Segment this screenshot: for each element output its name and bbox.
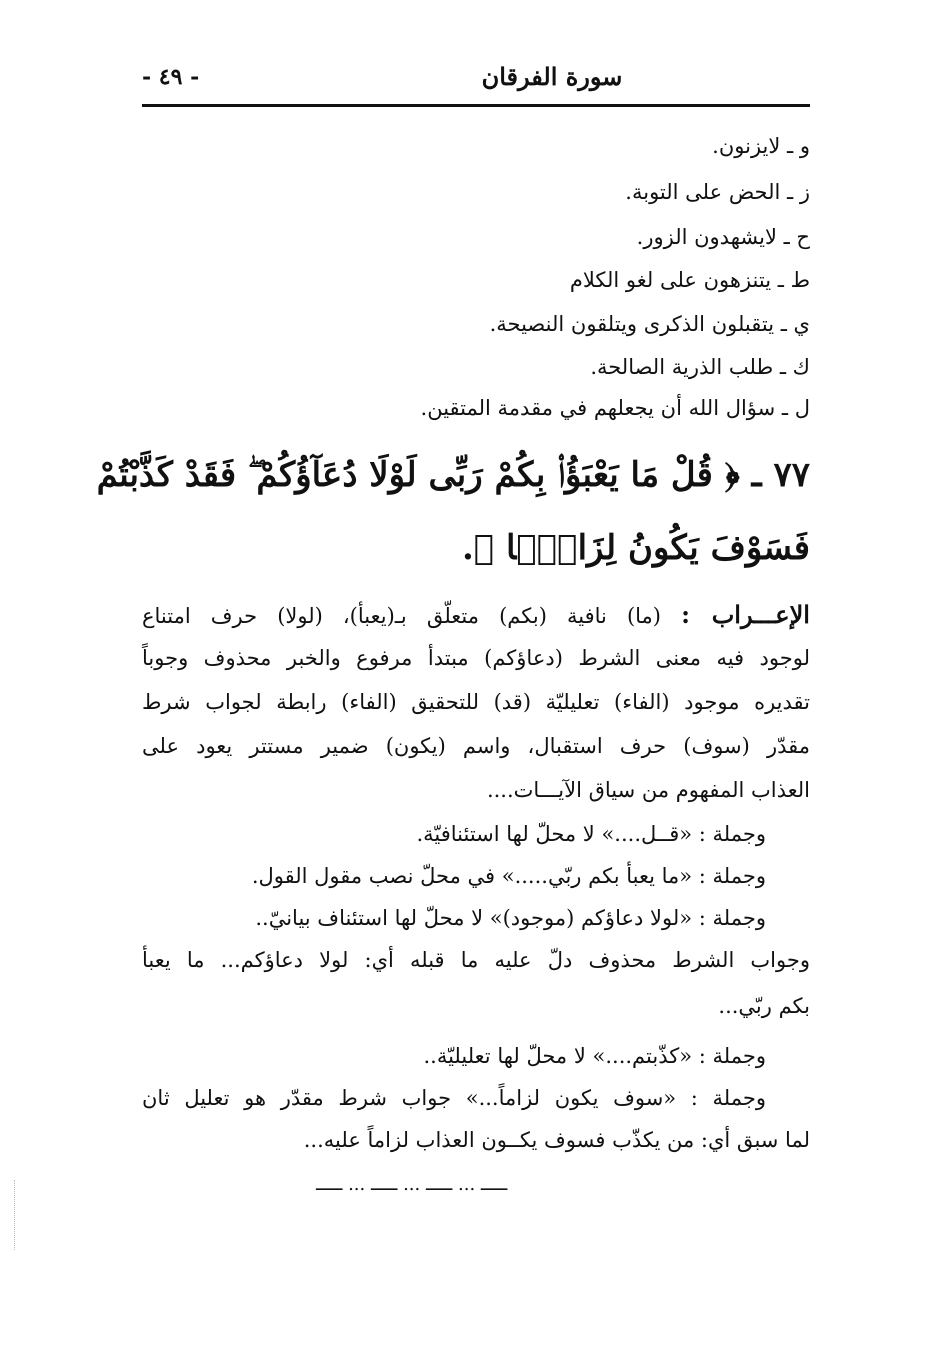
quran-verse-line-1: ٧٧ ـ ﴿ قُلْ مَا يَعْبَؤُا۟ بِكُمْ رَبِّى لَوْلَا دُعَآؤُكُمْ ۖ فَقَدْ كَذَّبْتُمْ — [96, 455, 810, 495]
jumla-line: وجملة : «سوف يكون لزاماً...» جواب شرط مقدّر هو تعليل ثان — [142, 1086, 766, 1110]
irab-text: (ما) نافية (بكم) متعلّق بـ(يعبأ)، (لولا) حرف امتناع — [142, 604, 661, 628]
list-item: ط ـ يتنزهون على لغو الكلام — [569, 268, 810, 292]
quran-verse-line-2: فَسَوْفَ يَكُونُ لِزَامًۢا ﴾. — [461, 528, 810, 568]
irab-label: الإعـــراب : — [681, 600, 810, 629]
list-item: ي ـ يتقبلون الذكرى ويتلقون النصيحة. — [489, 312, 810, 336]
list-item: ح ـ لايشهدون الزور. — [636, 225, 810, 249]
jumla-line: وجملة : «كذّبتم....» لا محلّ لها تعليليّة.. — [423, 1044, 766, 1068]
irab-line-2: لوجود فيه معنى الشرط (دعاؤكم) مبتدأ مرفوع والخبر محذوف وجوباً — [142, 646, 810, 670]
list-item: ز ـ الحض على التوبة. — [625, 180, 810, 204]
jawab-line-2: بكم ربّي... — [718, 994, 810, 1018]
header-divider — [142, 104, 810, 107]
irab-line-1 — [142, 600, 810, 629]
jumla-line: وجملة : «قــل....» لا محلّ لها استئنافيّة. — [416, 822, 766, 846]
jumla-line: وجملة : «لولا دعاؤكم (موجود)» لا محلّ لها استئناف بيانيّ.. — [255, 906, 766, 930]
page-header — [142, 58, 810, 102]
page-number: - ٤٩ - — [142, 64, 200, 90]
section-separator: ـــــ ... ـــــ ... ـــــ ... ـــــ — [316, 1174, 508, 1195]
list-item: ك ـ طلب الذرية الصالحة. — [590, 355, 810, 379]
final-line: لما سبق أي: من يكذّب فسوف يكــون العذاب لزاماً عليه... — [303, 1128, 810, 1152]
jawab-line-1: وجواب الشرط محذوف دلّ عليه ما قبله أي: لولا دعاؤكم... ما يعبأ — [142, 948, 810, 972]
irab-line-5: العذاب المفهوم من سياق الآيـــات.... — [486, 778, 810, 802]
irab-line-4: مقدّر (سوف) حرف استقبال، واسم (يكون) ضمير مستتر يعود على — [142, 734, 810, 758]
margin-dots — [14, 1180, 17, 1250]
list-item: ل ـ سؤال الله أن يجعلهم في مقدمة المتقين. — [420, 396, 810, 420]
page-title: سورة الفرقان — [481, 62, 623, 91]
irab-line-3: تقديره موجود (الفاء) تعليليّة (قد) للتحقيق (الفاء) رابطة لجواب شرط — [142, 690, 810, 714]
jumla-line: وجملة : «ما يعبأ بكم ربّي.....» في محلّ نصب مقول القول. — [251, 864, 766, 888]
list-item: و ـ لايزنون. — [712, 134, 810, 158]
